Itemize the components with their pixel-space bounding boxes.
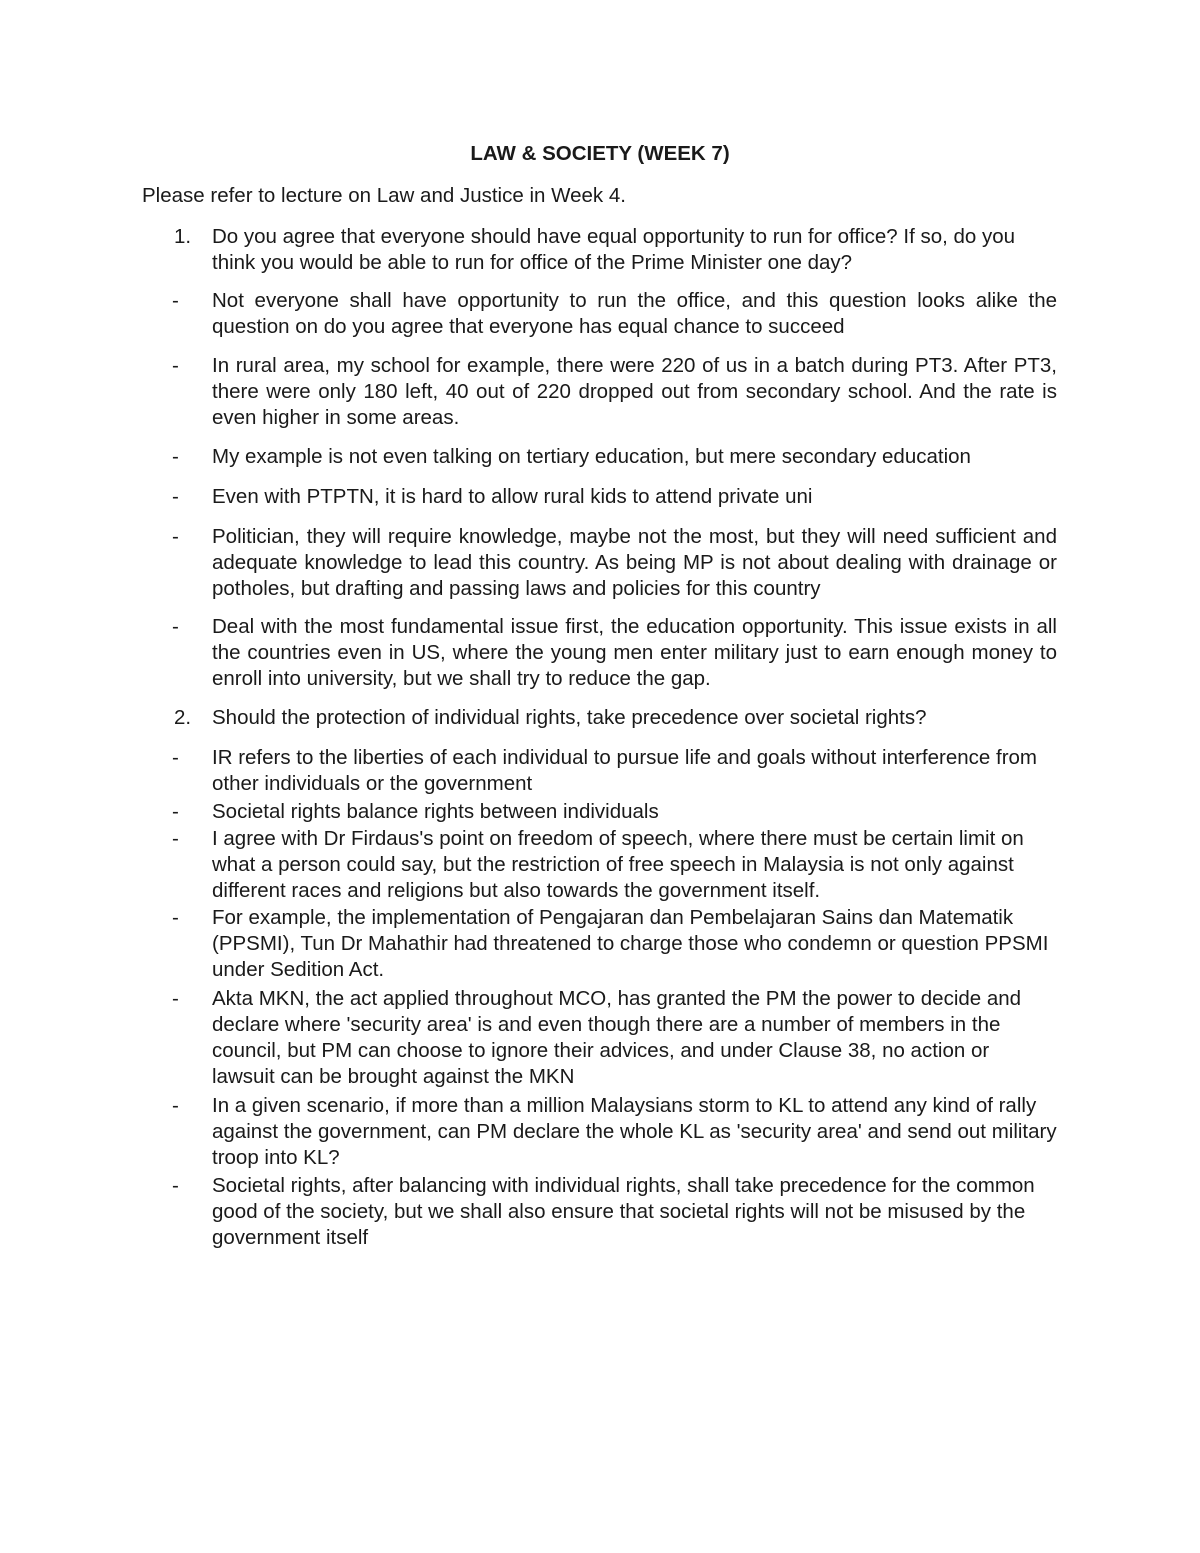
list-bullet: - — [172, 289, 179, 312]
list-item — [142, 224, 1200, 276]
list-item-text: My example is not even talking on tertiary education, but mere secondary education — [212, 445, 971, 468]
list-item-text: Even with PTPTN, it is hard to allow rural kids to attend private uni — [212, 485, 813, 508]
list-bullet: - — [172, 1094, 179, 1117]
list-bullet: - — [172, 906, 179, 929]
list-item — [142, 705, 1200, 731]
list-item — [142, 986, 1200, 1090]
list-item-text: For example, the implementation of Pengajaran dan Pembelajaran Sains dan Matematik (PPSMI), Tun Dr Mahathir had threatened to charge those who condemn or question PPSMI under Sedition Act. — [212, 906, 1049, 981]
list-bullet: - — [172, 445, 179, 468]
list-bullet: - — [172, 800, 179, 823]
list-bullet: - — [172, 987, 179, 1010]
document-title: LAW & SOCIETY (WEEK 7) — [470, 142, 730, 165]
list-item-text: IR refers to the liberties of each individual to pursue life and goals without interference from other individuals or the government — [212, 746, 1037, 795]
list-item-text: In rural area, my school for example, there were 220 of us in a batch during PT3. After PT3, there were only 180 left, 40 out of 220 dropped out from secondary school. And the rate is even higher in some areas. — [212, 354, 1057, 429]
list-item-text: I agree with Dr Firdaus's point on freedom of speech, where there must be certain limit on what a person could say, but the restriction of free speech in Malaysia is not only against different races and religions but also towards the government itself. — [212, 827, 1024, 902]
list-item-text: Societal rights balance rights between individuals — [212, 800, 659, 823]
list-item-text: Akta MKN, the act applied throughout MCO, has granted the PM the power to decide and declare where 'security area' is and even though there are a number of members in the council, but PM can choose to ignore their advices, and under Clause 38, no action or lawsuit can be brought against the MKN — [212, 987, 1022, 1088]
list-item — [142, 288, 1200, 340]
list-bullet: - — [172, 525, 179, 548]
list-item — [142, 524, 1200, 602]
list-bullet: - — [172, 615, 179, 638]
list-item-text: Politician, they will require knowledge, maybe not the most, but they will need sufficient and adequate knowledge to lead this country. As being MP is not about dealing with drainage or potholes, but drafting and passing laws and policies for this country — [212, 525, 1057, 600]
list-item — [142, 745, 1200, 797]
list-item-text: Do you agree that everyone should have equal opportunity to run for office? If so, do you think you would be able to run for office of the Prime Minister one day? — [212, 225, 1016, 274]
list-item — [142, 1093, 1200, 1171]
list-bullet: - — [172, 485, 179, 508]
list-bullet: - — [172, 1174, 179, 1197]
list-item — [142, 905, 1200, 983]
list-number: 1. — [174, 225, 192, 248]
list-item — [142, 826, 1200, 904]
list-item — [142, 1173, 1200, 1251]
list-item — [142, 484, 1200, 510]
list-item — [142, 444, 1200, 470]
list-item-text: Deal with the most fundamental issue first, the education opportunity. This issue exists in all the countries even in US, where the young men enter military just to earn enough money to enroll into university, but we shall try to reduce the gap. — [212, 615, 1057, 690]
list-item — [142, 614, 1200, 692]
list-item — [142, 799, 1200, 825]
list-bullet: - — [172, 746, 179, 769]
list-item-text: In a given scenario, if more than a million Malaysians storm to KL to attend any kind of rally against the government, can PM declare the whole KL as 'security area' and send out military troop into KL? — [212, 1094, 1057, 1169]
list-bullet: - — [172, 827, 179, 850]
list-item-text: Not everyone shall have opportunity to run the office, and this question looks alike the question on do you agree that everyone has equal chance to succeed — [212, 289, 1057, 338]
list-item-text: Societal rights, after balancing with individual rights, shall take precedence for the common good of the society, but we shall also ensure that societal rights will not be misused by the government itself — [212, 1174, 1035, 1249]
list-bullet: - — [172, 354, 179, 377]
intro-paragraph: Please refer to lecture on Law and Justice in Week 4. — [142, 184, 626, 207]
list-number: 2. — [174, 706, 192, 729]
list-item-text: Should the protection of individual rights, take precedence over societal rights? — [212, 706, 927, 729]
list-item — [142, 353, 1200, 431]
